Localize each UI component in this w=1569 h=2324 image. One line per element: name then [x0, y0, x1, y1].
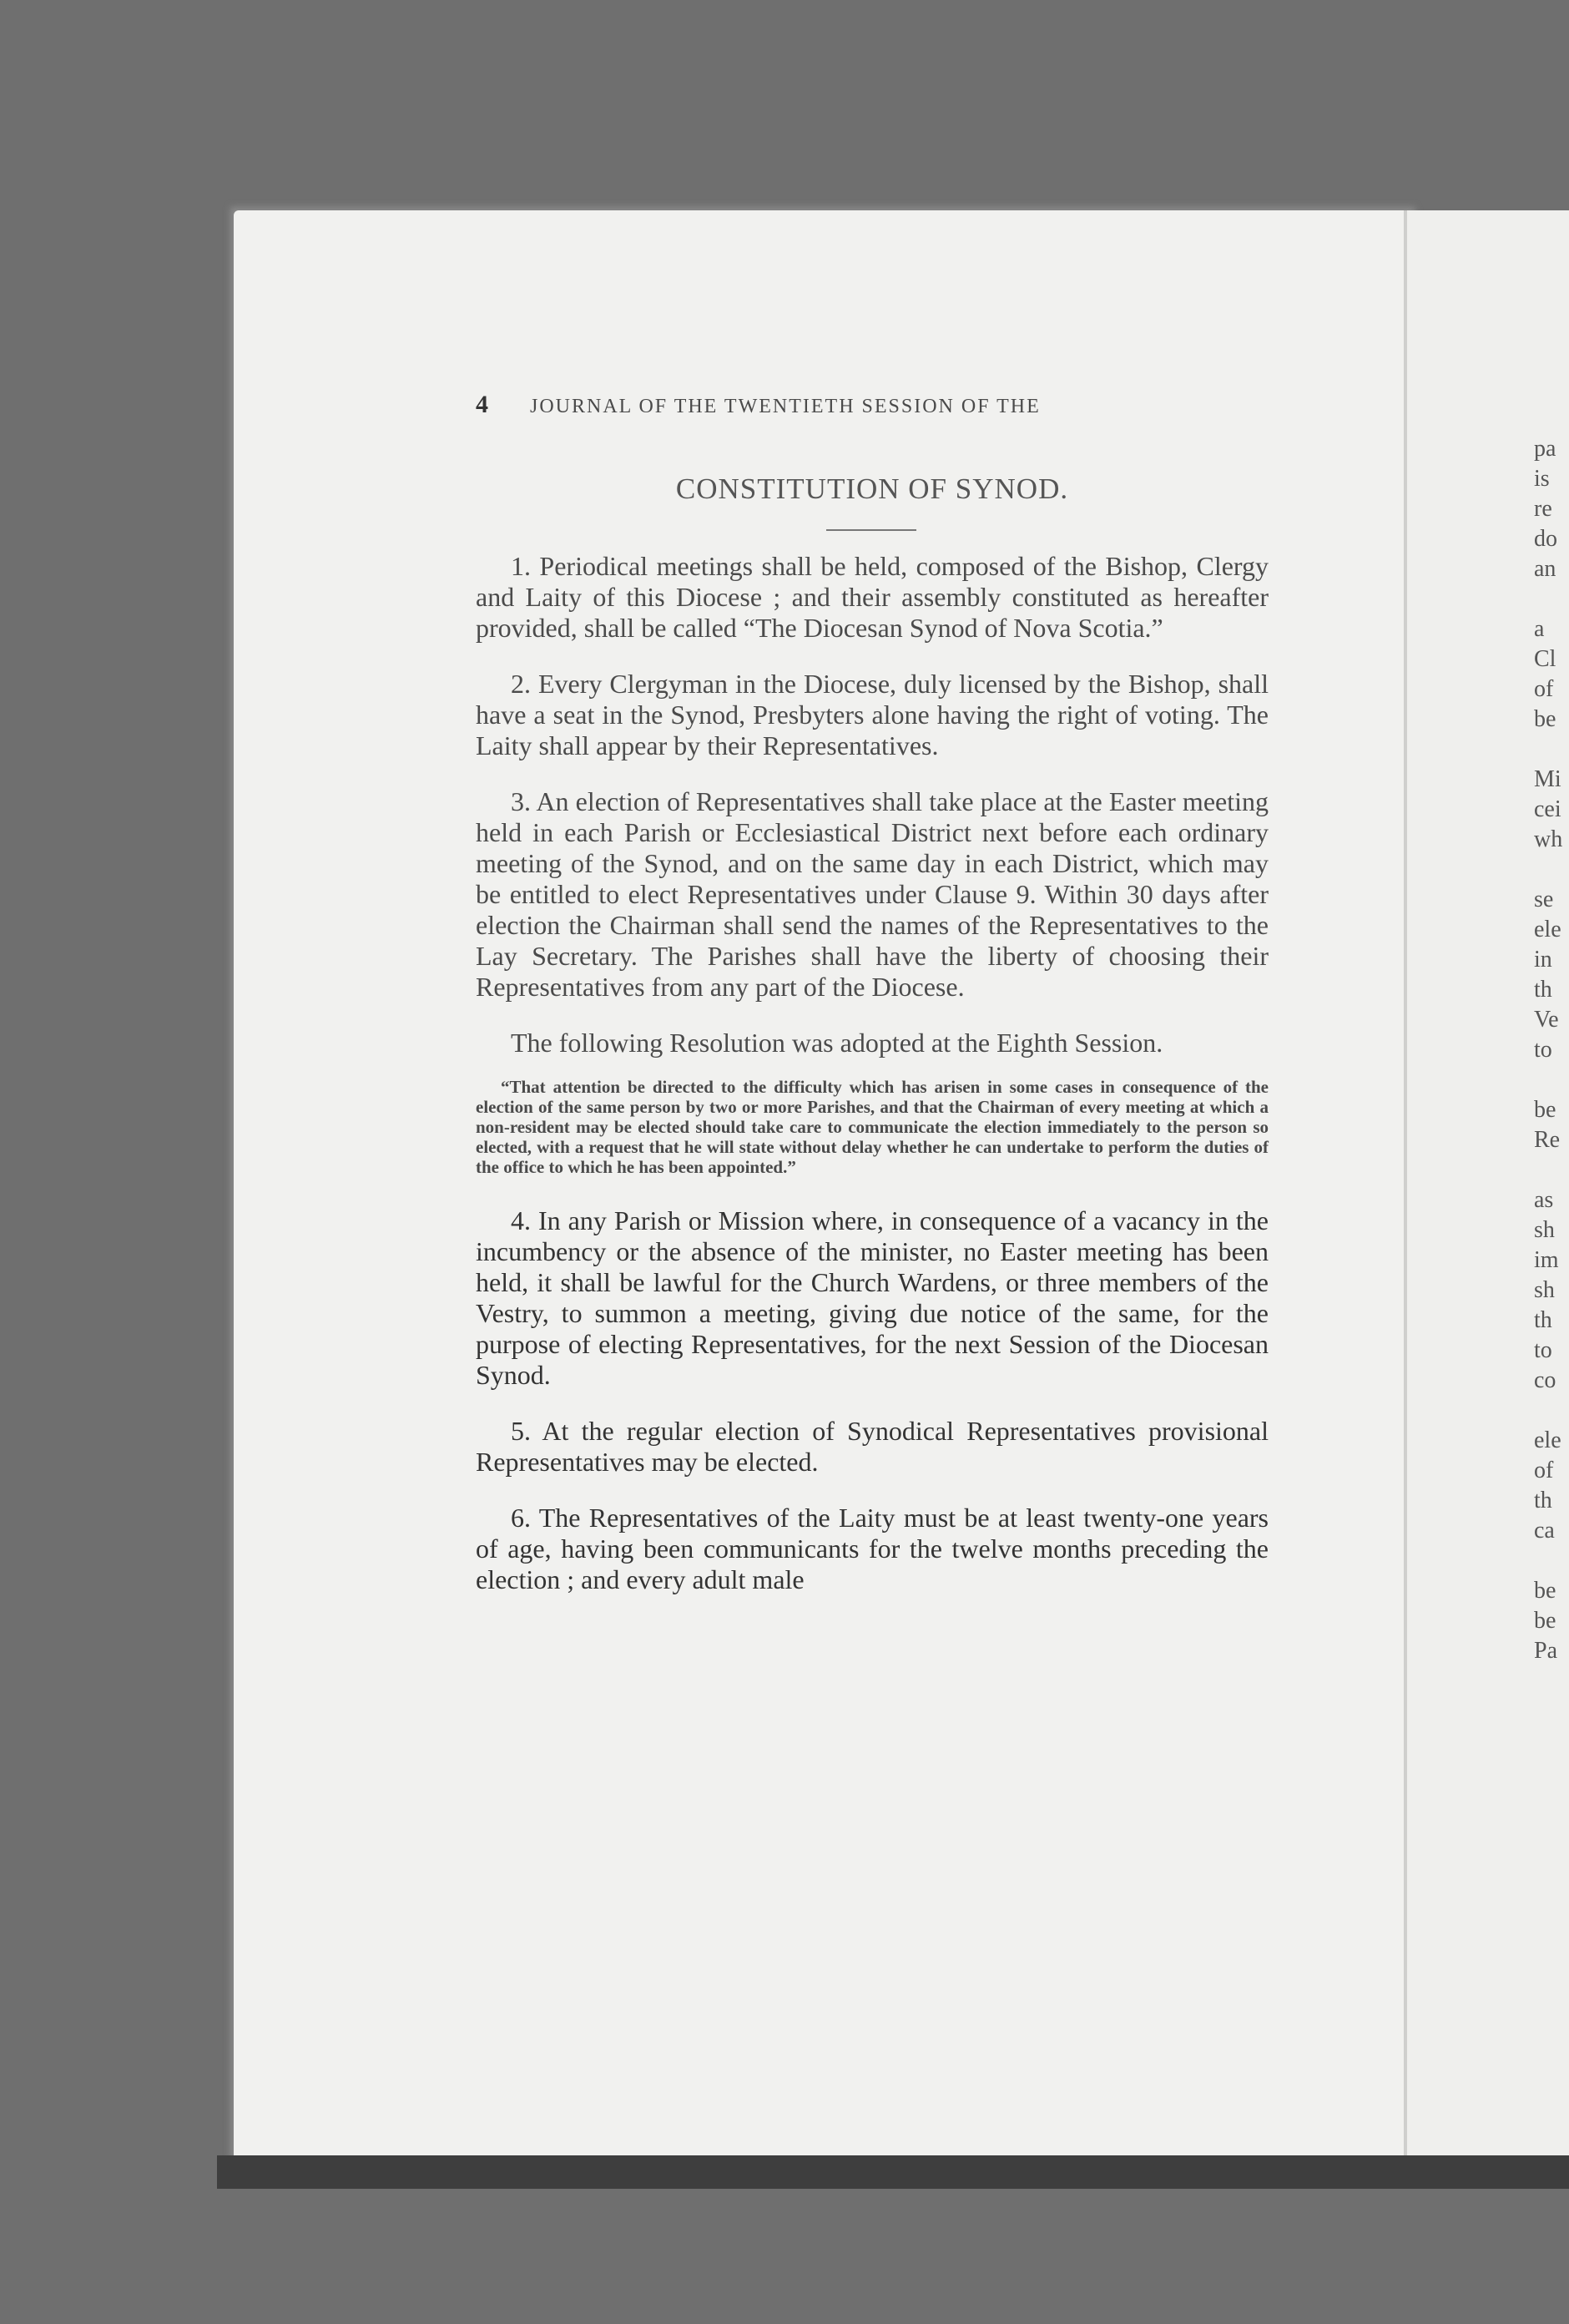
- facing-page-fragment: wh: [1534, 826, 1563, 852]
- running-header: [476, 391, 1227, 419]
- facing-page-fragment: is: [1534, 466, 1550, 492]
- facing-page-fragment: [1534, 584, 1567, 614]
- paragraph-5: 5. At the regular election of Synodical Representatives provisional Representatives may be elected.: [476, 1416, 1269, 1477]
- facing-page-fragment: sh: [1534, 1217, 1555, 1243]
- facing-page-fragment: pa: [1534, 436, 1556, 462]
- facing-page-fragment: a: [1534, 616, 1545, 642]
- facing-page-fragment: th: [1534, 1488, 1552, 1513]
- scan-bottom-edge: [217, 2155, 1569, 2189]
- facing-page-fragment: as: [1534, 1187, 1554, 1213]
- facing-page-fragment: co: [1534, 1367, 1556, 1393]
- facing-page-fragment: an: [1534, 556, 1556, 582]
- page-number: 4: [476, 391, 490, 418]
- facing-page-fragment: [1534, 855, 1567, 885]
- paragraph-2: 2. Every Clergyman in the Diocese, duly licensed by the Bishop, shall have a seat in the Synod, Presbyters alone having the right of voting. The Laity shall appear by their Representatives.: [476, 669, 1269, 760]
- title-rule: [826, 529, 916, 531]
- facing-page-fragment: to: [1534, 1037, 1552, 1063]
- facing-page-fragment: re: [1534, 496, 1552, 522]
- facing-page-fragment: im: [1534, 1247, 1559, 1273]
- facing-page-fragment: Mi: [1534, 766, 1561, 792]
- section-title: CONSTITUTION OF SYNOD.: [675, 472, 1069, 505]
- resolution-intro: The following Resolution was adopted at the Eighth Session.: [511, 1028, 1163, 1058]
- document-body: [476, 551, 1269, 1620]
- facing-page-fragment: of: [1534, 1458, 1554, 1483]
- facing-page-fragment: be: [1534, 1097, 1556, 1123]
- paragraph-1: 1. Periodical meetings shall be held, composed of the Bishop, Clergy and Laity of this Diocese ; and their assembly constituted as hereafter provided, shall be called “The Diocesan Synod of Nova Scotia.”: [476, 551, 1269, 643]
- facing-page-fragment: ele: [1534, 917, 1561, 942]
- facing-page-fragment: to: [1534, 1337, 1552, 1363]
- facing-page-text: [1534, 434, 1567, 1666]
- paragraph-6: 6. The Representatives of the Laity must be at least twenty-one years of age, having been communicants for the twelve months preceding the election ; and every adult male: [476, 1503, 1269, 1594]
- facing-page-fragment: [1534, 1396, 1567, 1426]
- resolution-quote: “That attention be directed to the difficulty which has arisen in some cases in consequence of the election of the same person by two or more Parishes, and that the Chairman of every meeting at which a non-resident may be elected should take care to communicate the election immediately to the person so elected, with a request that he will state without delay whether he can undertake to perform the duties of the office to which he has been appointed.”: [476, 1077, 1269, 1177]
- facing-page-fragment: Pa: [1534, 1638, 1557, 1664]
- facing-page-fragment: th: [1534, 1307, 1552, 1333]
- facing-page-fragment: th: [1534, 977, 1552, 1003]
- facing-page-fragment: in: [1534, 947, 1552, 973]
- facing-page-fragment: sh: [1534, 1277, 1555, 1303]
- facing-page-fragment: [1534, 1065, 1567, 1095]
- facing-page-fragment: be: [1534, 706, 1556, 732]
- running-title: JOURNAL OF THE TWENTIETH SESSION OF THE: [530, 396, 1041, 417]
- facing-page-fragment: do: [1534, 526, 1557, 552]
- facing-page-fragment: [1534, 735, 1567, 765]
- facing-page-fragment: Re: [1534, 1127, 1561, 1153]
- facing-page-fragment: be: [1534, 1578, 1556, 1604]
- facing-page-fragment: Ve: [1534, 1007, 1559, 1033]
- facing-page-fragment: [1534, 1155, 1567, 1185]
- facing-page-fragment: se: [1534, 887, 1554, 912]
- facing-page-fragment: ele: [1534, 1427, 1561, 1453]
- paragraph-4: 4. In any Parish or Mission where, in consequence of a vacancy in the incumbency or the absence of the minister, no Easter meeting has been held, it shall be lawful for the Church Wardens, or three members of the Vestry, to summon a meeting, giving due notice of the same, for the purpose of electing Representatives, for the next Session of the Diocesan Synod.: [476, 1205, 1269, 1390]
- facing-page-fragment: Cl: [1534, 646, 1556, 672]
- facing-page-fragment: [1534, 1546, 1567, 1576]
- facing-page-fragment: ca: [1534, 1518, 1555, 1543]
- facing-page-fragment: be: [1534, 1608, 1556, 1634]
- facing-page-fragment: of: [1534, 676, 1554, 702]
- facing-page-fragment: cei: [1534, 796, 1561, 822]
- paragraph-3: 3. An election of Representatives shall take place at the Easter meeting held in each Parish or Ecclesiastical District next before each ordinary meeting of the Synod, and on the same day in each District, which may be entitled to elect Representatives under Clause 9. Within 30 days after election the Chairman shall send the names of the Representatives to the Lay Secretary. The Parishes shall have the liberty of choosing their Representatives from any part of the Diocese.: [476, 786, 1269, 1002]
